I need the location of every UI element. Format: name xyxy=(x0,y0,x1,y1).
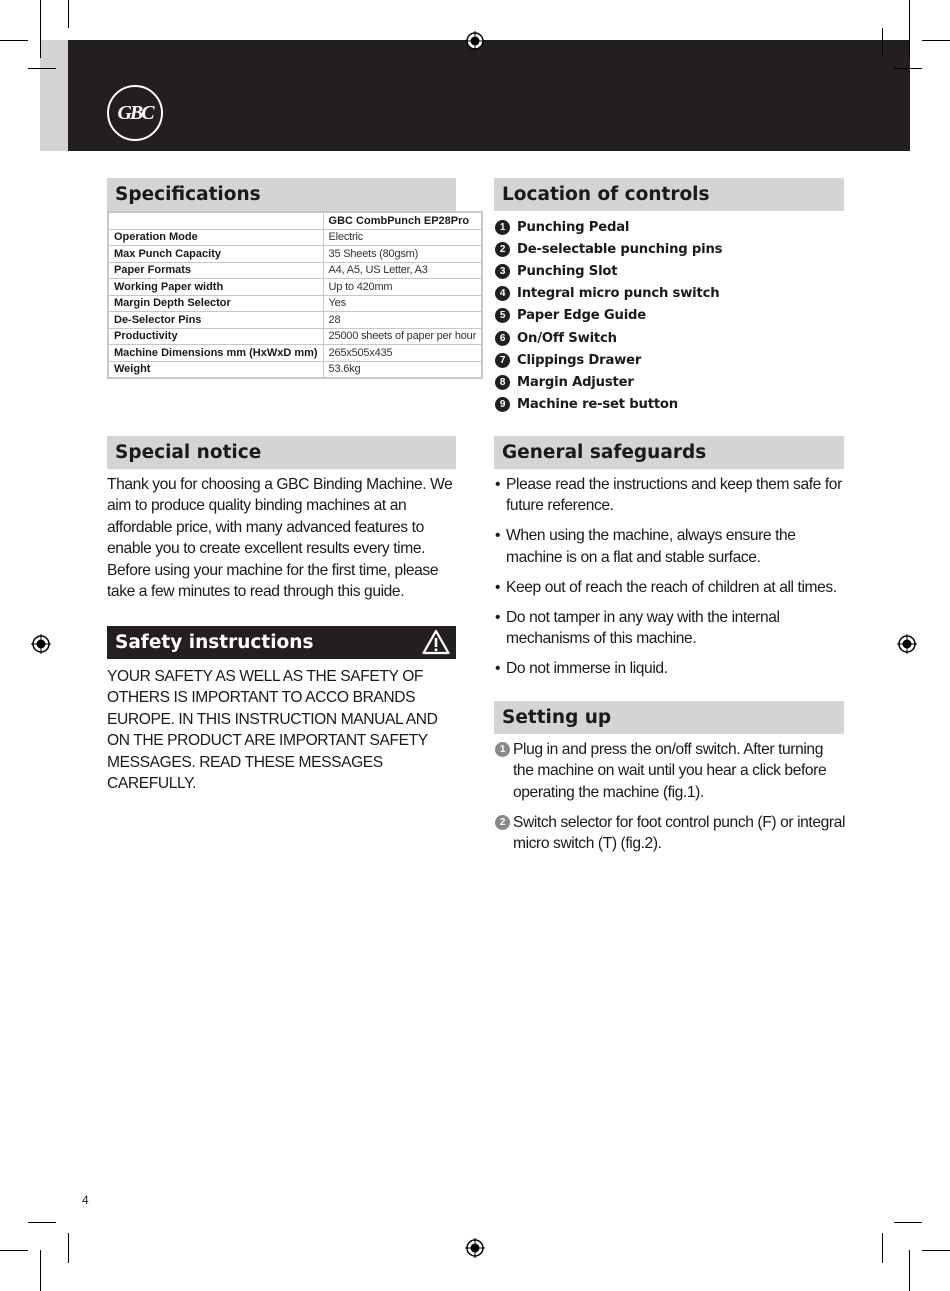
list-item xyxy=(495,658,845,679)
list-item xyxy=(495,371,722,393)
safeguard-text: When using the machine, always ensure the machine is on a flat and stable surface. xyxy=(506,527,796,566)
safeguard-text: Please read the instructions and keep them safe for future reference. xyxy=(506,476,842,515)
setting-up-steps xyxy=(495,739,845,863)
gbc-logo: GBC xyxy=(107,85,163,141)
table-row xyxy=(108,345,482,362)
control-label: Punching Slot xyxy=(517,263,618,279)
safeguard-text: Do not immerse in liquid. xyxy=(506,659,668,677)
spec-value: 53.6kg xyxy=(323,361,482,378)
warning-icon xyxy=(422,629,450,655)
safety-instructions-title: Safety instructions xyxy=(115,632,314,653)
spec-label: Weight xyxy=(108,361,323,378)
spec-value: Yes xyxy=(323,295,482,312)
table-row xyxy=(108,295,482,312)
number-badge: 9 xyxy=(495,397,510,412)
list-item xyxy=(495,607,845,650)
list-item xyxy=(495,739,845,803)
table-column-header: GBC CombPunch EP28Pro xyxy=(323,212,482,229)
number-badge: 5 xyxy=(495,308,510,323)
number-badge: 4 xyxy=(495,286,510,301)
step-text: Plug in and press the on/off switch. After turning the machine on wait until you hear a click before operating the machine (fig.1). xyxy=(513,741,827,801)
number-badge: 7 xyxy=(495,353,510,368)
control-label: Punching Pedal xyxy=(517,219,630,235)
spec-value: 28 xyxy=(323,312,482,329)
setting-up-heading: Setting up xyxy=(494,701,844,734)
specifications-table xyxy=(107,211,483,379)
table-row xyxy=(108,312,482,329)
control-label: Paper Edge Guide xyxy=(517,308,647,324)
spec-label: Paper Formats xyxy=(108,262,323,279)
table-row xyxy=(108,246,482,263)
number-badge: 8 xyxy=(495,375,510,390)
control-label: Machine re-set button xyxy=(517,397,678,413)
list-item xyxy=(495,238,722,260)
number-badge: 3 xyxy=(495,264,510,279)
page-number: 4 xyxy=(82,1193,89,1207)
registration-mark-icon xyxy=(897,634,917,654)
special-notice-text: Thank you for choosing a GBC Binding Machine. We aim to produce quality binding machines at an affordable price, with many advanced features to enable you to create excellent results every time. Before using your machine for the first time, please take a few minutes to read through this guide. xyxy=(107,476,453,601)
table-cell xyxy=(108,212,323,229)
step-number-badge: 2 xyxy=(495,815,510,830)
spec-label: Operation Mode xyxy=(108,229,323,246)
registration-mark-icon xyxy=(465,1238,485,1258)
spec-value: 25000 sheets of paper per hour xyxy=(323,328,482,345)
bullet: • xyxy=(495,608,501,626)
header-grey-strip xyxy=(40,40,68,151)
registration-mark-icon xyxy=(31,634,51,654)
safeguards-list xyxy=(495,474,845,688)
specifications-heading: Specifications xyxy=(107,178,456,211)
table-row xyxy=(108,279,482,296)
table-header-row xyxy=(108,212,482,229)
step-text: Switch selector for foot control punch (F) or integral micro switch (T) (fig.2). xyxy=(513,813,846,853)
spec-label: Machine Dimensions mm (HxWxD mm) xyxy=(108,345,323,362)
control-label: Clippings Drawer xyxy=(517,352,642,368)
list-item xyxy=(495,283,722,305)
number-badge: 1 xyxy=(495,220,510,235)
control-label: De-selectable punching pins xyxy=(517,241,723,257)
location-of-controls-heading: Location of controls xyxy=(494,178,844,211)
table-row xyxy=(108,328,482,345)
list-item xyxy=(495,525,845,568)
list-item xyxy=(495,349,722,371)
control-label: Margin Adjuster xyxy=(517,374,634,390)
control-label: Integral micro punch switch xyxy=(517,286,720,302)
special-notice-heading: Special notice xyxy=(107,436,456,469)
list-item xyxy=(495,260,722,282)
safeguard-text: Do not tamper in any way with the internal mechanisms of this machine. xyxy=(506,608,780,647)
spec-value: Electric xyxy=(323,229,482,246)
safety-instructions-heading xyxy=(107,626,456,659)
number-badge: 2 xyxy=(495,242,510,257)
spec-label: Working Paper width xyxy=(108,279,323,296)
spec-value: A4, A5, US Letter, A3 xyxy=(323,262,482,279)
list-item xyxy=(495,577,845,598)
spec-value: 35 Sheets (80gsm) xyxy=(323,246,482,263)
list-item xyxy=(495,327,722,349)
bullet: • xyxy=(495,659,501,677)
step-number-badge: 1 xyxy=(495,742,510,757)
list-item xyxy=(495,216,722,238)
spec-label: Max Punch Capacity xyxy=(108,246,323,263)
list-item xyxy=(495,305,722,327)
list-item xyxy=(495,394,722,416)
number-badge: 6 xyxy=(495,331,510,346)
bullet: • xyxy=(495,527,501,545)
control-label: On/Off Switch xyxy=(517,330,617,346)
bullet: • xyxy=(495,476,501,493)
bullet: • xyxy=(495,578,501,596)
spec-label: Productivity xyxy=(108,328,323,345)
safety-instructions-text: YOUR SAFETY AS WELL AS THE SAFETY OF OTHERS IS IMPORTANT TO ACCO BRANDS EUROPE. IN THIS INSTRUCTION MANUAL AND ON THE PRODUCT ARE IMPORTANT SAFETY MESSAGES. READ THESE MESSAGES CAREFULLY. xyxy=(107,668,438,793)
table-row xyxy=(108,229,482,246)
spec-label: De-Selector Pins xyxy=(108,312,323,329)
list-item xyxy=(495,812,845,855)
controls-list xyxy=(495,216,722,416)
general-safeguards-heading: General safeguards xyxy=(494,436,844,469)
safeguard-text: Keep out of reach the reach of children at all times. xyxy=(506,578,837,596)
table-row xyxy=(108,262,482,279)
header-band xyxy=(68,40,910,151)
spec-value: Up to 420mm xyxy=(323,279,482,296)
registration-mark-icon xyxy=(465,31,485,51)
spec-label: Margin Depth Selector xyxy=(108,295,323,312)
table-row xyxy=(108,361,482,378)
spec-value: 265x505x435 xyxy=(323,345,482,362)
list-item xyxy=(495,474,845,517)
